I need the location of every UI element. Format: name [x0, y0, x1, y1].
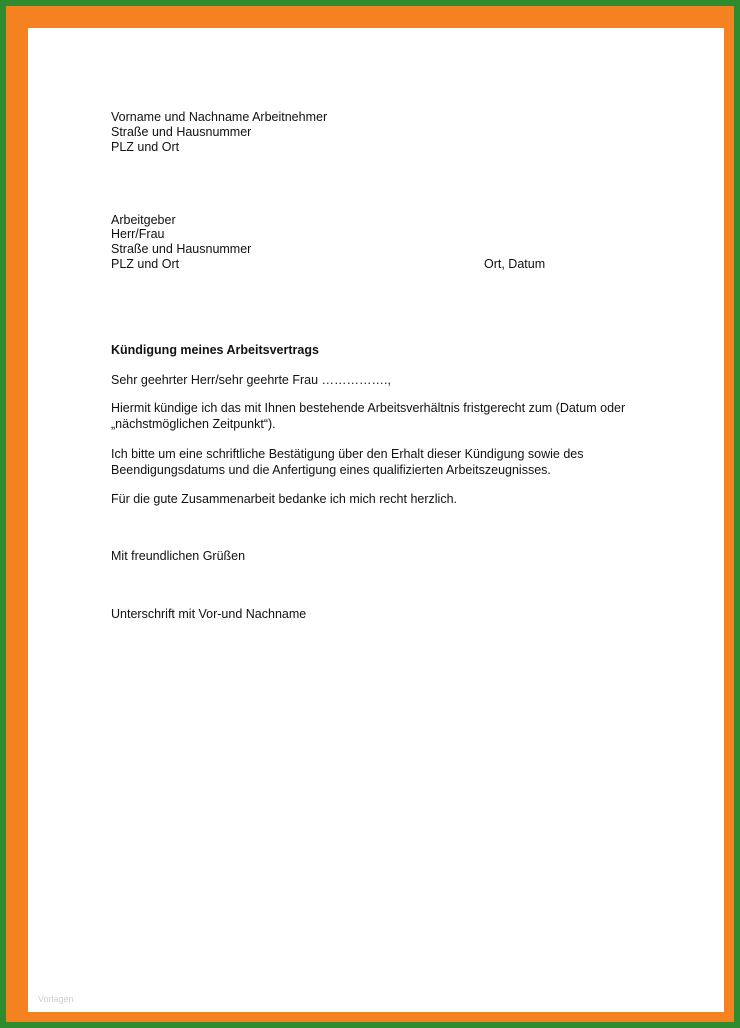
- watermark: Vorlagen: [38, 994, 74, 1004]
- paragraph-1-line-1: Hiermit kündige ich das mit Ihnen bestehende Arbeitsverhältnis fristgerecht zum (Datum oder: [111, 401, 626, 415]
- recipient-company: Arbeitgeber: [111, 213, 176, 227]
- paragraph-2-line-2: Beendigungsdatums und die Anfertigung eines qualifizierten Arbeitszeugnisses.: [111, 463, 551, 477]
- recipient-salutation: Herr/Frau: [111, 227, 165, 241]
- signature-line: Unterschrift mit Vor-und Nachname: [111, 607, 307, 621]
- recipient-street: Straße und Hausnummer: [111, 242, 252, 256]
- sender-city: PLZ und Ort: [111, 140, 180, 154]
- recipient-city: PLZ und Ort: [111, 257, 180, 271]
- greeting: Sehr geehrter Herr/sehr geehrte Frau …………….,: [111, 373, 391, 387]
- subject-line: Kündigung meines Arbeitsvertrags: [111, 343, 319, 357]
- closing: Mit freundlichen Grüßen: [111, 549, 246, 563]
- letter-page: [28, 28, 724, 1012]
- paragraph-2-line-1: Ich bitte um eine schriftliche Bestätigung über den Erhalt dieser Kündigung sowie des: [111, 447, 584, 461]
- place-date: Ort, Datum: [484, 257, 546, 271]
- sender-name: Vorname und Nachname Arbeitnehmer: [111, 110, 328, 124]
- sender-street: Straße und Hausnummer: [111, 125, 252, 139]
- paragraph-1-line-2: „nächstmöglichen Zeitpunkt“).: [111, 417, 276, 431]
- paragraph-3: Für die gute Zusammenarbeit bedanke ich mich recht herzlich.: [111, 492, 457, 506]
